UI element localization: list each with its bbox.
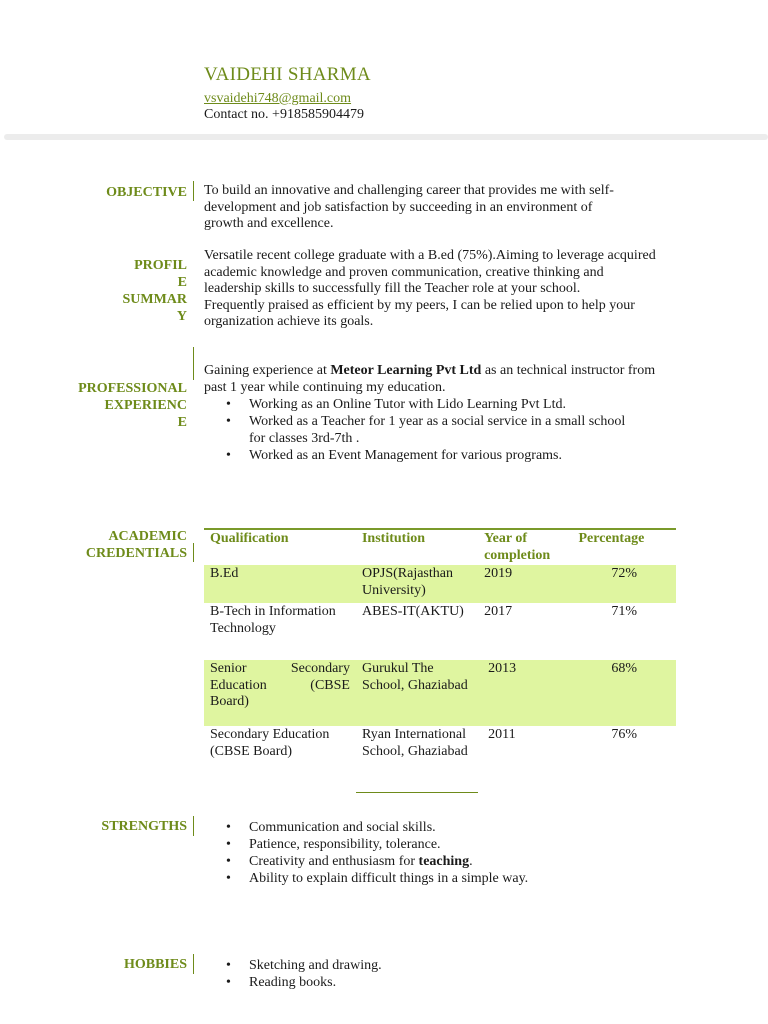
experience-list xyxy=(204,396,644,464)
strengths-label: STRENGTHS xyxy=(101,819,187,834)
table-row xyxy=(204,603,676,660)
profile-label-line: E xyxy=(177,275,187,290)
header-divider xyxy=(4,134,768,140)
experience-label xyxy=(78,380,187,431)
experience-item: • Worked as an Event Management for various programs. xyxy=(204,447,644,464)
cell-percentage: 71% xyxy=(611,604,638,619)
objective-label: OBJECTIVE xyxy=(106,185,187,200)
contact-number: Contact no. +918585904479 xyxy=(204,107,364,122)
hobby-item: • Reading books. xyxy=(204,974,664,991)
objective-text: To build an innovative and challenging career that provides me with self-development and job satisfaction by succeeding in an environment of growth and excellence. xyxy=(204,183,614,231)
academic-table xyxy=(204,528,676,793)
academic-label-line: CREDENTIALS xyxy=(85,546,187,561)
hobbies-list xyxy=(204,957,664,991)
strength-item: • Creativity and enthusiasm for teaching. xyxy=(204,853,664,870)
objective-divider xyxy=(193,181,194,201)
hobbies-divider xyxy=(193,954,194,974)
experience-intro: Gaining experience at Meteor Learning Pvt Ltd as an technical instructor from past 1 year while continuing my education. xyxy=(204,363,656,395)
cell-institution: OPJS(Rajasthan University) xyxy=(356,565,478,603)
hobbies-content xyxy=(204,957,664,991)
table-row xyxy=(204,726,676,792)
profile-label-line: Y xyxy=(176,309,187,324)
cell-percentage: 72% xyxy=(572,565,676,603)
strengths-divider xyxy=(193,816,194,836)
experience-label-line: E xyxy=(177,415,187,430)
cell-qualification: Senior Secondary Education (CBSE Board) xyxy=(204,660,356,726)
strengths-list xyxy=(204,819,664,887)
cell-year: 2013 xyxy=(478,660,572,726)
candidate-name: VAIDEHI SHARMA xyxy=(204,64,371,85)
academic-divider xyxy=(193,543,194,562)
profile-paragraph-2: Frequently praised as efficient by my peers, I can be relied upon to help your organization achieve its goals. xyxy=(204,297,635,329)
cell-institution: Ryan International School, Ghaziabad xyxy=(356,726,478,792)
header-year: Year of completion xyxy=(478,529,572,565)
header-percentage: Percentage xyxy=(572,529,676,565)
experience-label-line: EXPERIENC xyxy=(104,398,187,413)
experience-item: • Worked as a Teacher for 1 year as a social service in a small school for classes 3rd-7th . xyxy=(204,413,644,447)
profile-paragraph-1: Versatile recent college graduate with a B.ed (75%).Aiming to leverage acquired academic knowledge and proven communication, creative thinking and leadership skills to successfully fill the Teacher role at your school. xyxy=(204,248,656,296)
cell-year: 2019 xyxy=(478,565,572,603)
experience-label-line: PROFESSIONAL xyxy=(78,381,187,396)
company-name: Meteor Learning Pvt Ltd xyxy=(330,363,482,378)
cell-institution: Gurukul The School, Ghaziabad xyxy=(356,660,478,726)
academic-label-line: ACADEMIC xyxy=(108,529,187,544)
cell-year: 2011 xyxy=(488,727,516,742)
profile-label-line: PROFIL xyxy=(134,258,187,273)
profile-label-line: SUMMAR xyxy=(122,292,187,307)
experience-item: • Working as an Online Tutor with Lido Learning Pvt Ltd. xyxy=(204,396,644,413)
strength-item: • Patience, responsibility, tolerance. xyxy=(204,836,664,853)
strength-item: • Ability to explain difficult things in a simple way. xyxy=(204,870,664,887)
cell-percentage: 68% xyxy=(572,660,676,726)
table-row xyxy=(204,565,676,603)
cell-institution: ABES-IT(AKTU) xyxy=(361,604,464,619)
profile-summary-label xyxy=(122,257,187,325)
cell-qualification: Secondary Education (CBSE Board) xyxy=(210,727,330,759)
header-qualification: Qualification xyxy=(204,529,356,565)
strengths-content xyxy=(204,819,664,887)
cell-qualification: B.Ed xyxy=(204,565,356,603)
strength-item: • Communication and social skills. xyxy=(204,819,664,836)
experience-content xyxy=(204,363,664,464)
cell-year: 2017 xyxy=(484,604,513,619)
hobbies-label: HOBBIES xyxy=(123,957,187,972)
experience-divider xyxy=(193,347,194,380)
header-institution: Institution xyxy=(356,529,478,565)
profile-summary-text xyxy=(204,248,664,331)
hobby-item: • Sketching and drawing. xyxy=(204,957,664,974)
cell-qualification: B-Tech in Information Technology xyxy=(210,604,336,636)
cell-percentage: 76% xyxy=(611,727,638,742)
table-row xyxy=(204,660,676,726)
table-header-row xyxy=(204,529,676,565)
academic-label xyxy=(86,528,187,562)
email-link[interactable]: vsvaidehi748@gmail.com xyxy=(204,91,352,106)
